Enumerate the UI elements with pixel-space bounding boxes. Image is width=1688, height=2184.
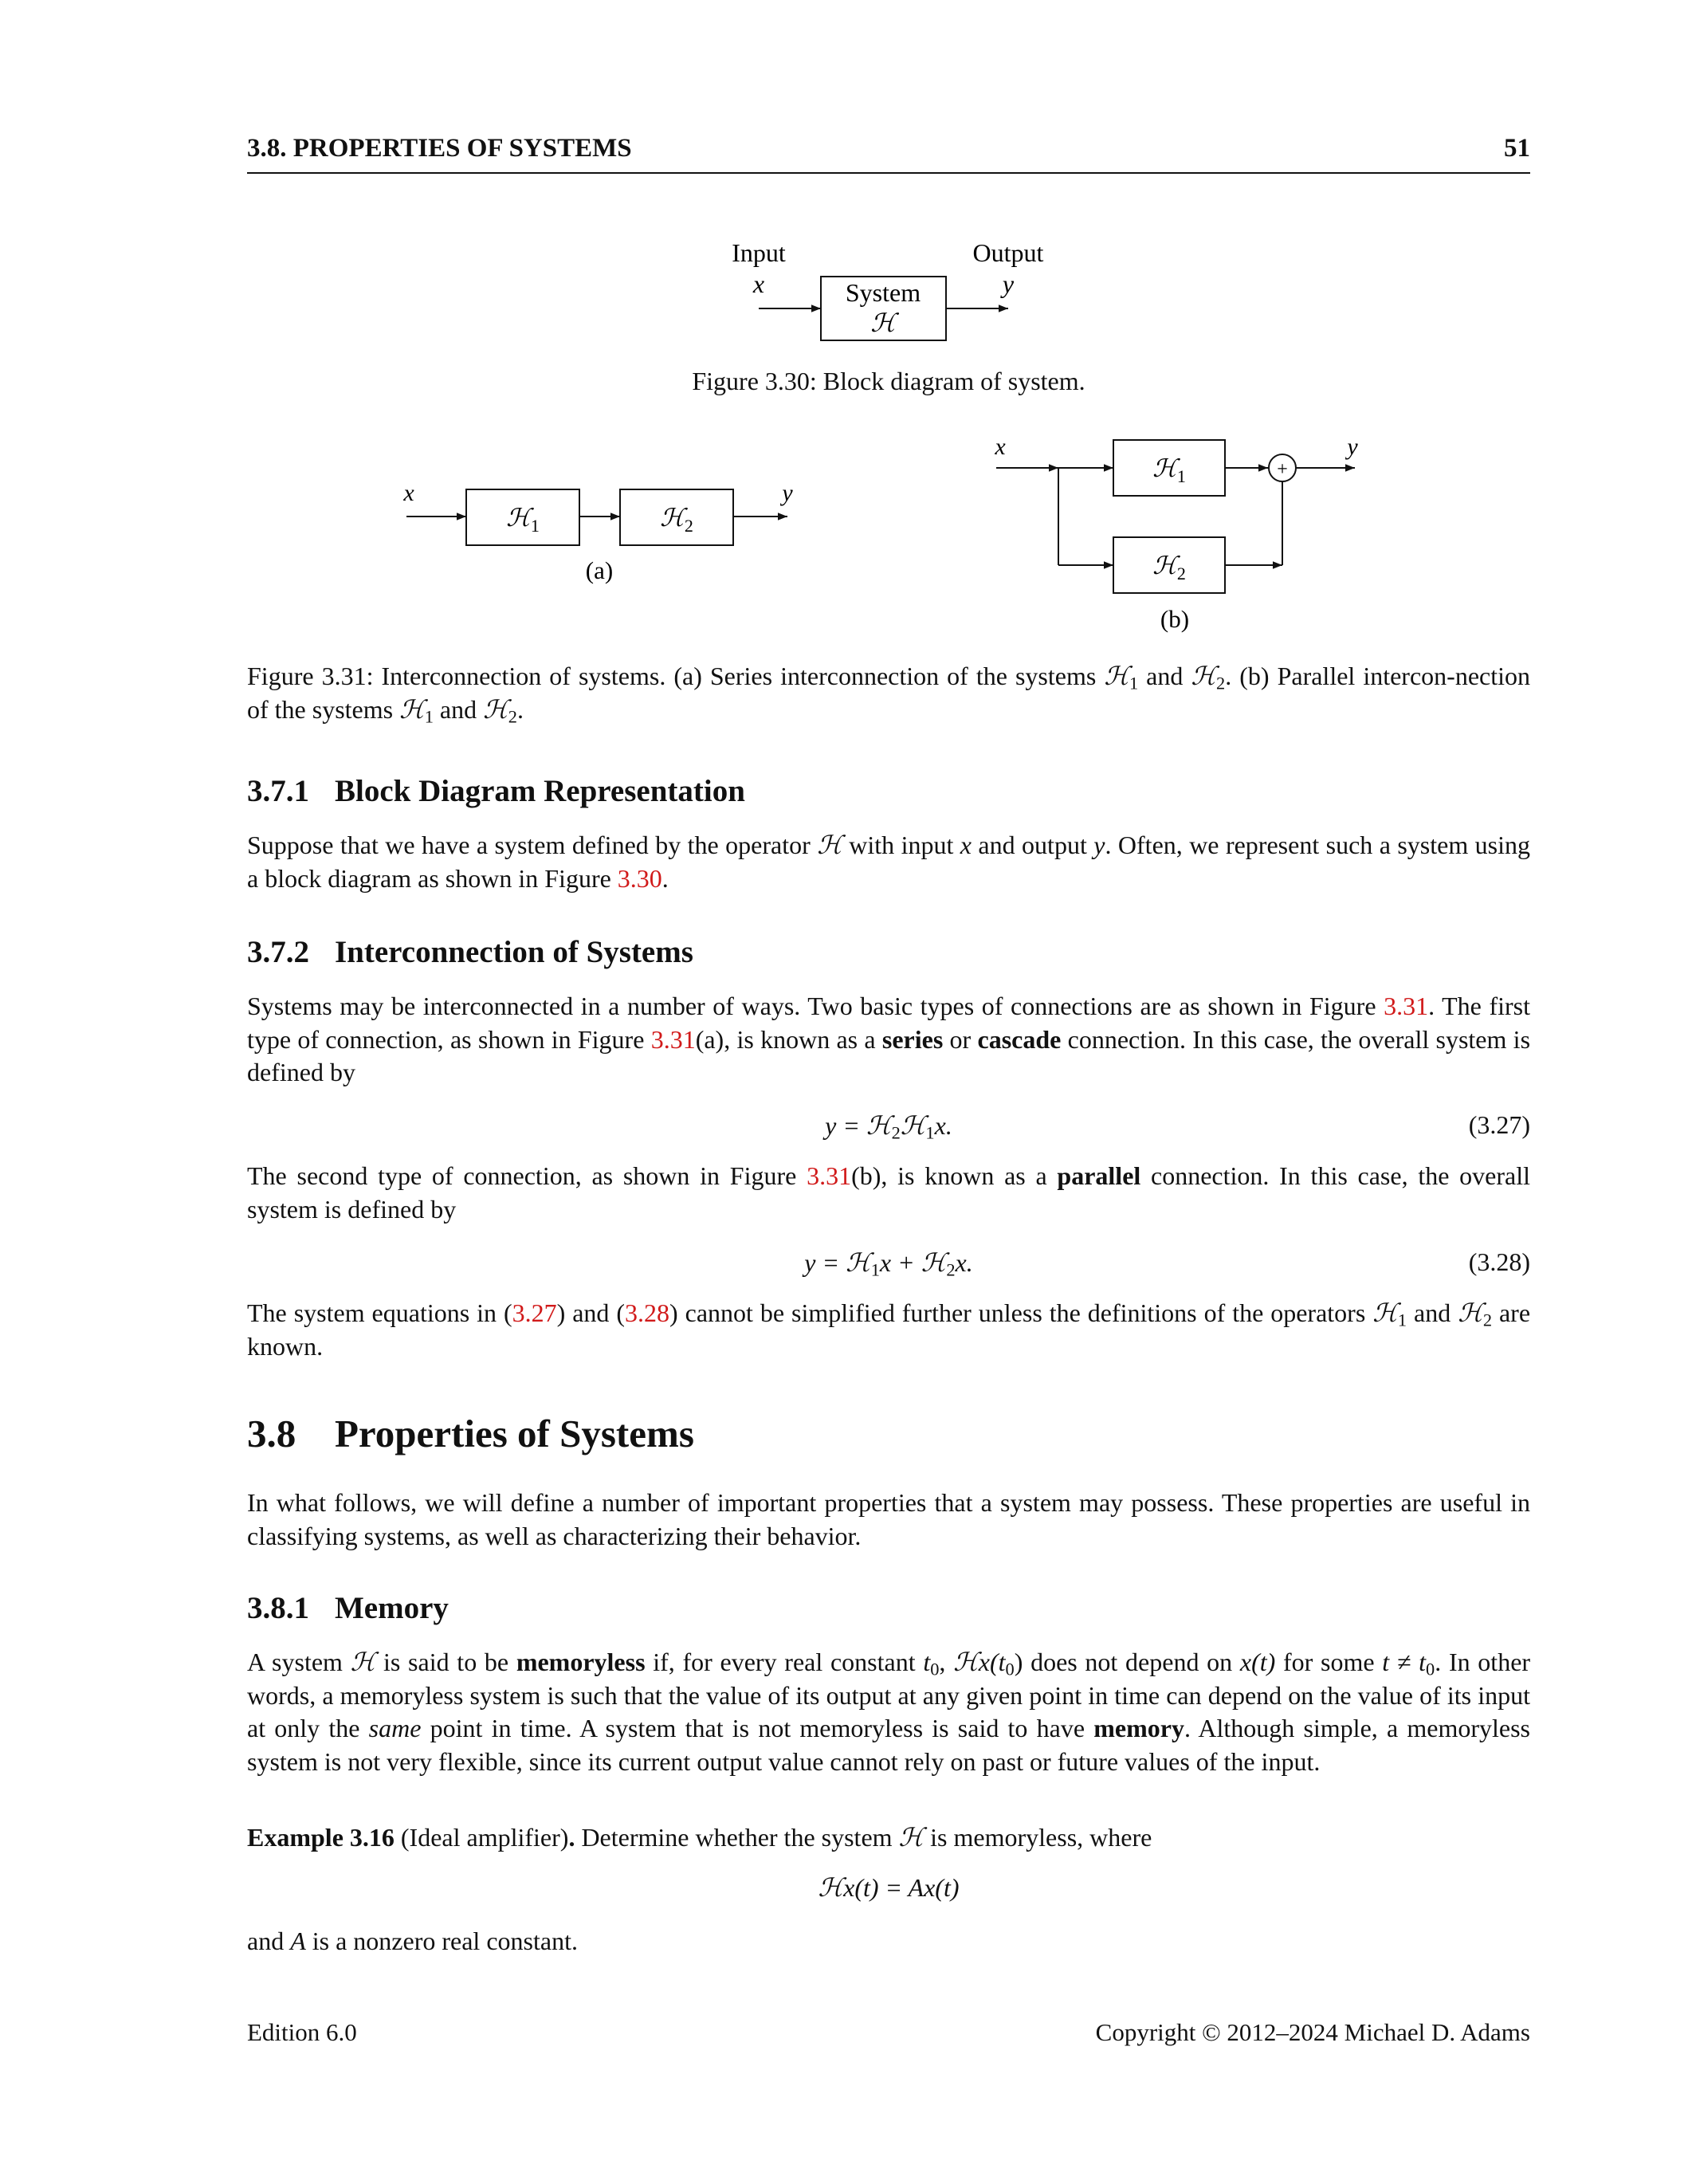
- section-3-8-1-paragraph: A system ℋ is said to be memoryless if, for every real constant $t_0$, $ℋx(t_0)$ does not depend on x(t) for some $t \ne t_0$. In other words, a memoryless system is such that the value of its output at any given point in time can depend on the value of its input at only the same point in time. A system that is not memoryless is said to have memory. Although simple, a memoryless system is not very flexible, since its current output value cannot rely on past or future values of the input.: [247, 1647, 1531, 1776]
- fig330-system-label: System: [845, 278, 921, 307]
- fig331a-label: (a): [585, 556, 614, 584]
- figure-3-31-caption: Figure 3.31: Interconnection of systems. (a) Series interconnection of the systems ℋ$_1$ and ℋ$_2$. (b) Parallel intercon-nection of the systems ℋ$_1$ and ℋ$_2$.: [247, 661, 1531, 727]
- section-3-7-1-paragraph: Suppose that we have a system defined by the operator ℋ with input x and output y. Often, we represent such a system using a block diagram as shown in Figure 3.30.: [247, 830, 1531, 893]
- section-3-7-2-paragraph-2: The second type of connection, as shown in Figure 3.31(b), is known as a parallel connection. In this case, the overall system is defined by: [247, 1161, 1531, 1224]
- fig331b-label: (b): [1160, 605, 1190, 633]
- ref-eq-3-27[interactable]: 3.27: [512, 1298, 557, 1327]
- example-equation: [247, 1872, 1530, 1906]
- section-3-7-2-heading: 3.7.2 Interconnection of Systems: [247, 935, 693, 969]
- fig331a-y-symbol: y: [782, 480, 793, 506]
- fig331b-h2-label: ℋ$_2$: [1152, 552, 1186, 583]
- ref-fig-3-30[interactable]: 3.30: [617, 863, 662, 893]
- fig330-input-label: Input: [732, 238, 786, 267]
- equation-3-27-body: y = ℋ$_2$ℋ$_1$x.: [825, 1110, 952, 1143]
- section-3-8-1-heading: 3.8.1 Memory: [247, 1591, 449, 1625]
- fig331a-h1-label: ℋ$_1$: [506, 504, 540, 536]
- header-section-title: 3.8. PROPERTIES OF SYSTEMS: [247, 134, 632, 163]
- fig330-system-symbol: ℋ: [870, 308, 896, 337]
- footer-copyright: Copyright © 2012–2024 Michael D. Adams: [1095, 2018, 1530, 2046]
- section-3-7-2-paragraph-1: Systems may be interconnected in a number of ways. Two basic types of connections are as shown in Figure 3.31. The first type of connection, as shown in Figure 3.31(a), is known as a series or cascade connection. In this case, the overall system is defined by: [247, 992, 1531, 1086]
- figure-3-30-caption: Figure 3.30: Block diagram of system.: [692, 367, 1085, 395]
- fig330-y-symbol: y: [1002, 269, 1015, 298]
- section-3-7-1-heading: 3.7.1 Block Diagram Representation: [247, 774, 745, 808]
- fig331b-y-symbol: y: [1347, 434, 1358, 460]
- equation-3-28-body: y = ℋ$_1$x + ℋ$_2$x.: [804, 1247, 973, 1280]
- section-3-8-heading: 3.8 Properties of Systems: [247, 1412, 694, 1455]
- ref-fig-3-31b[interactable]: 3.31: [807, 1161, 852, 1190]
- section-3-7-2-paragraph-3: The system equations in (3.27) and (3.28) cannot be simplified further unless the definitions of the operators ℋ$_1$ and ℋ$_2$ are known.: [247, 1298, 1531, 1361]
- ref-fig-3-31[interactable]: 3.31: [1384, 992, 1429, 1020]
- section-3-8-paragraph: In what follows, we will define a number of important properties that a system may possess. These properties are useful in classifying systems, as well as characterizing their behavior.: [247, 1488, 1530, 1550]
- equation-3-27-number: (3.27): [1468, 1110, 1530, 1139]
- ref-fig-3-31a[interactable]: 3.31: [650, 1024, 696, 1054]
- equation-3-28: [247, 1247, 1530, 1281]
- example-conclusion: and A is a nonzero real constant.: [247, 1927, 578, 1955]
- fig331b-summer-plus: +: [1277, 459, 1288, 480]
- equation-3-28-number: (3.28): [1468, 1247, 1530, 1276]
- fig331b-x-symbol: x: [995, 434, 1006, 460]
- equation-3-27: [247, 1110, 1530, 1144]
- example-3-16: Example 3.16 (Ideal amplifier). Determine whether the system ℋ is memoryless, where: [247, 1822, 1152, 1852]
- fig330-output-label: Output: [972, 238, 1044, 267]
- footer-edition: Edition 6.0: [247, 2018, 357, 2046]
- fig331b-h1-label: ℋ$_1$: [1152, 454, 1186, 486]
- page-number: 51: [1504, 134, 1530, 163]
- fig331a-h2-label: ℋ$_2$: [660, 504, 693, 536]
- fig331a-x-symbol: x: [403, 480, 414, 506]
- ref-eq-3-28[interactable]: 3.28: [625, 1298, 670, 1327]
- example-equation-body: ℋx(t) = Ax(t): [818, 1872, 960, 1903]
- fig330-x-symbol: x: [752, 269, 765, 298]
